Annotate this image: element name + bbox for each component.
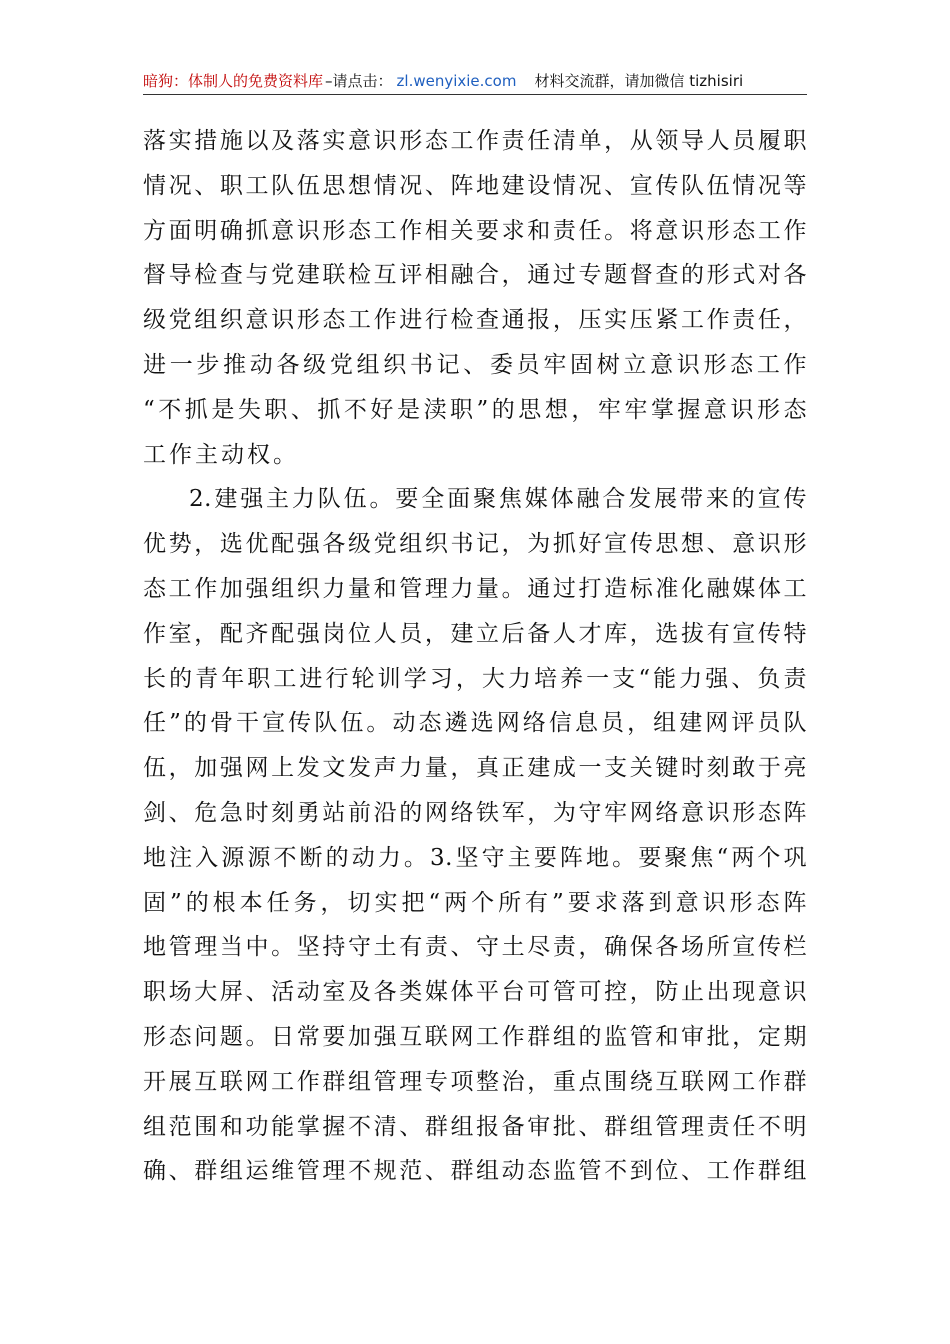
section-heading-line: 2.建强主力队伍。要全面聚焦媒体融合发展带来的宣传: [189, 486, 807, 513]
body-line: 地注入源源不断的动力。3.坚守主要阵地。要聚焦“两个巩: [143, 844, 807, 871]
body-line: 工作主动权。: [143, 441, 299, 468]
body-line: 作室，配齐配强岗位人员，建立后备人才库，选拔有宣传特: [143, 620, 807, 647]
header-prompt: –请点击：: [325, 72, 393, 90]
header-link[interactable]: zl.wenyixie.com: [396, 72, 517, 90]
body-line: 职场大屏、活动室及各类媒体平台可管可控，防止出现意识: [143, 979, 807, 1006]
body-line: 开展互联网工作群组管理专项整治，重点围绕互联网工作群: [143, 1068, 807, 1095]
body-line: 伍，加强网上发文发声力量，真正建成一支关键时刻敢于亮: [143, 755, 807, 782]
body-line: 情况、职工队伍思想情况、阵地建设情况、宣传队伍情况等: [143, 172, 807, 199]
page-header: [143, 70, 807, 92]
header-group-note: 材料交流群，请加微信 tizhisiri: [534, 72, 744, 90]
body-line: 级党组织意识形态工作进行检查通报，压实压紧工作责任，: [143, 307, 807, 334]
body-line: 地管理当中。坚持守土有责、守土尽责，确保各场所宣传栏: [143, 934, 807, 961]
body-line: 确、群组运维管理不规范、群组动态监管不到位、工作群组: [143, 1158, 807, 1185]
body-line: 剑、危急时刻勇站前沿的网络铁军，为守牢网络意识形态阵: [143, 799, 807, 826]
header-brand: 暗狗：体制人的免费资料库: [143, 72, 324, 90]
body-line: 固”的根本任务，切实把“两个所有”要求落到意识形态阵: [143, 889, 807, 916]
header-divider: [143, 94, 807, 95]
document-body: [143, 119, 807, 1194]
body-line: 优势，选优配强各级党组织书记，为抓好宣传思想、意识形: [143, 531, 807, 558]
body-line: 长的青年职工进行轮训学习，大力培养一支“能力强、负责: [143, 665, 807, 692]
body-line: 方面明确抓意识形态工作相关要求和责任。将意识形态工作: [143, 217, 807, 244]
body-line: 任”的骨干宣传队伍。动态遴选网络信息员，组建网评员队: [143, 710, 807, 737]
body-line: 形态问题。日常要加强互联网工作群组的监管和审批，定期: [143, 1023, 807, 1050]
body-line: 落实措施以及落实意识形态工作责任清单，从领导人员履职: [143, 128, 807, 154]
body-line: 态工作加强组织力量和管理力量。通过打造标准化融媒体工: [143, 575, 807, 602]
body-line: 进一步推动各级党组织书记、委员牢固树立意识形态工作: [143, 351, 807, 378]
body-line: “不抓是失职、抓不好是渎职”的思想，牢牢掌握意识形态: [143, 396, 807, 423]
body-line: 组范围和功能掌握不清、群组报备审批、群组管理责任不明: [143, 1113, 807, 1140]
body-line: 督导检查与党建联检互评相融合，通过专题督查的形式对各: [143, 262, 807, 289]
